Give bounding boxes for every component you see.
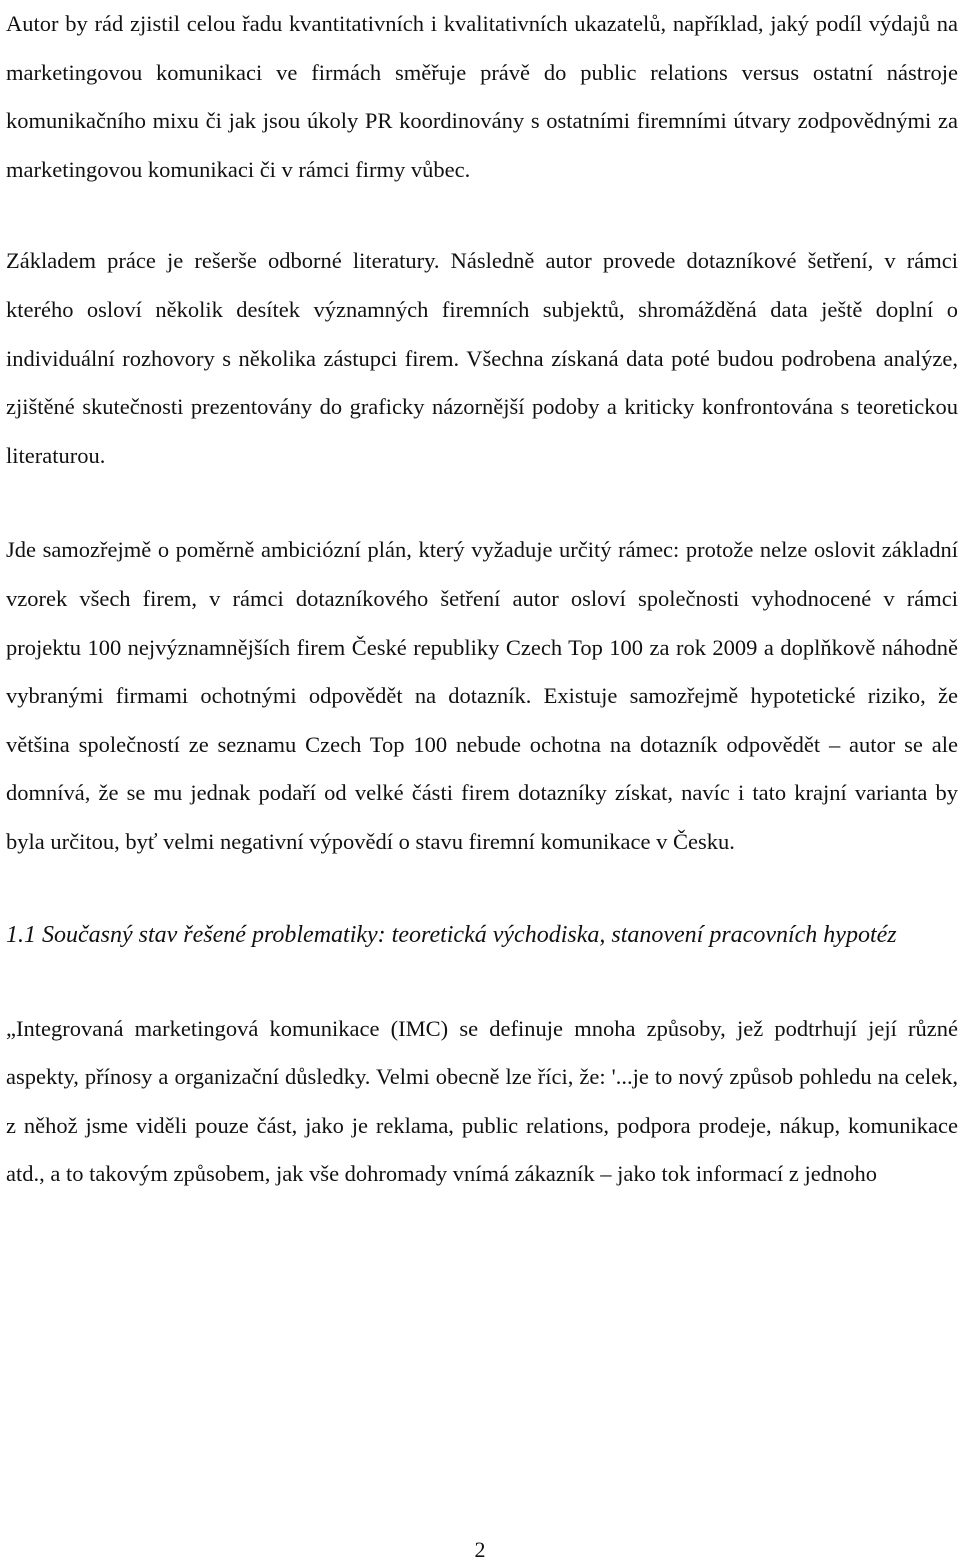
section-heading: 1.1 Současný stav řešené problematiky: teoretická východiska, stanovení pracovních hypotéz — [6, 921, 897, 948]
paragraph-scope: Jde samozřejmě o poměrně ambiciózní plán, který vyžaduje určitý rámec: protože nelze oslovit základní vzorek všech firem, v rámci dotazníkového šetření autor osloví společnosti vyhodnocené v rámci projektu 100 nejvýznamnějších firem České republiky Czech Top 100 za rok 2009 a doplňkově náhodně vybranými firmami ochotnými odpovědět na dotazník. Existuje samozřejmě hypotetické riziko, že většina společností ze seznamu Czech Top 100 nebude ochotna na dotazník odpovědět – autor se ale domnívá, že se mu jednak podaří od velké části firem dotazníky získat, navíc i tato krajní varianta by byla určitou, byť velmi negativní výpovědí o stavu firemní komunikace v Česku. — [6, 537, 958, 854]
paragraph-research-goals: Autor by rád zjistil celou řadu kvantitativních i kvalitativních ukazatelů, například, jaký podíl výdajů na marketingovou komunikaci ve firmách směřuje právě do public relations versus ostatní nástroje komunikačního mixu či jak jsou úkoly PR koordinovány s ostatními firemními útvary zodpovědnými za marketingovou komunikaci či v rámci firmy vůbec. — [6, 11, 958, 182]
paragraph-methodology: Základem práce je rešerše odborné literatury. Následně autor provede dotazníkové šetření, v rámci kterého osloví několik desítek významných firemních subjektů, shromážděná data ještě doplní o individuální rozhovory s několika zástupci firem. Všechna získaná data poté budou podrobena analýze, zjištěné skutečnosti prezentovány do graficky názornější podoby a kriticky konfrontována s teoretickou literaturou. — [6, 248, 958, 468]
page-number: 2 — [474, 1537, 486, 1562]
paragraph-imc-definition: „Integrovaná marketingová komunikace (IMC) se definuje mnoha způsoby, jež podtrhují její různé aspekty, přínosy a organizační důsledky. Velmi obecně lze říci, že: '...je to nový způsob pohledu na celek, z něhož jsme viděli pouze část, jako je reklama, public relations, podpora prodeje, nákup, komunikace atd., a to takovým způsobem, jak vše dohromady vnímá zákazník – jako tok informací z jednoho — [6, 1015, 958, 1187]
document-page — [6, 0, 958, 1199]
